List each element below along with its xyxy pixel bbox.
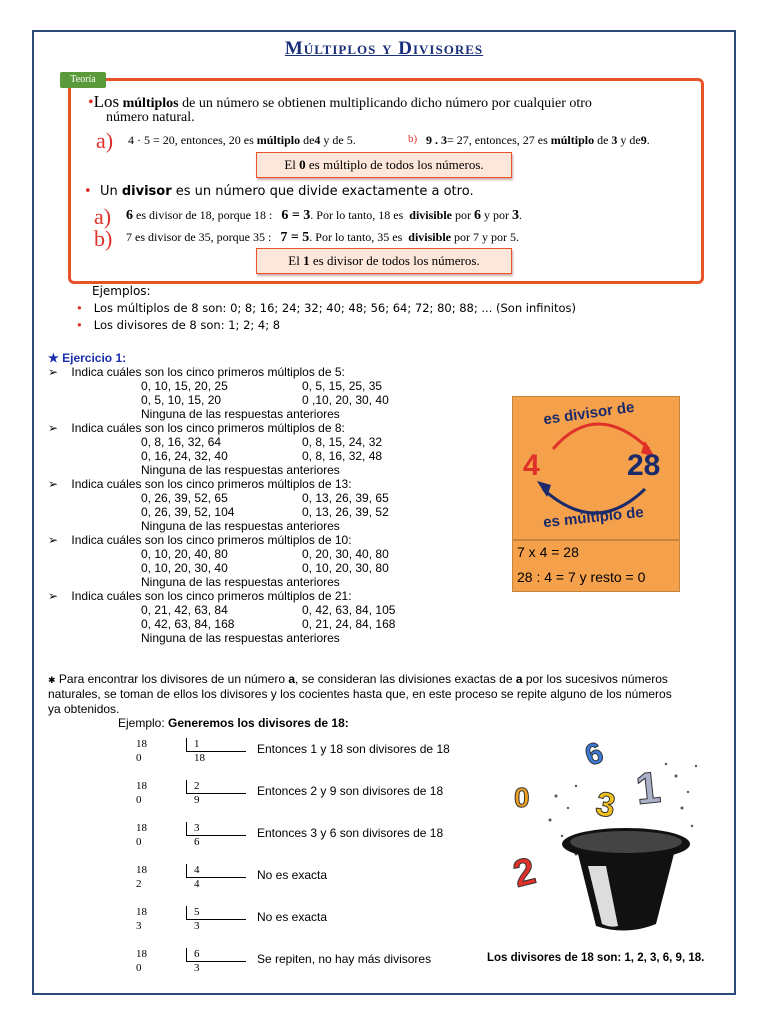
exercise-title: ★ Ejercicio 1: xyxy=(48,351,127,365)
illustration-bottom-label: es múltiplo de xyxy=(542,503,645,532)
hat-digit: 3 xyxy=(592,784,619,826)
division-remainder: 3 xyxy=(136,920,142,932)
method-text-line2: naturales, se toman de ellos los divisores y los cocientes hasta que, en este proceso se repite alguno de los números xyxy=(48,687,672,701)
illustration-eq2: 28 : 4 = 7 y resto = 0 xyxy=(517,569,646,585)
option-5[interactable]: Ninguna de las respuestas anteriores xyxy=(141,407,340,421)
division-remainder: 0 xyxy=(136,962,142,974)
division-dividend: 18 xyxy=(136,948,147,960)
option-4[interactable]: 0, 10, 20, 30, 80 xyxy=(302,561,389,575)
example-a-text: 4 · 5 = 20, entonces, 20 es múltiplo de4 y de 5. xyxy=(128,133,356,147)
option-3[interactable]: 0, 16, 24, 32, 40 xyxy=(141,449,228,463)
division-remainder: 0 xyxy=(136,752,142,764)
illustration-number-right: 28 xyxy=(627,449,661,482)
illustration-number-left: 4 xyxy=(523,449,540,482)
divisors-conclusion: Los divisores de 18 son: 1, 2, 3, 6, 9, 18. xyxy=(487,952,705,964)
division-dividend: 18 xyxy=(136,822,147,834)
divisor-b-text: 7 es divisor de 35, porque 35 : 7 = 5. Por lo tanto, 35 es divisible por 7 y por 5. xyxy=(126,230,519,245)
option-2[interactable]: 0, 13, 26, 39, 65 xyxy=(302,491,389,505)
illustration-eq1: 7 x 4 = 28 xyxy=(517,544,579,560)
option-1[interactable]: 0, 10, 15, 20, 25 xyxy=(141,379,228,393)
division-dividend: 18 xyxy=(136,906,147,918)
option-3[interactable]: 0, 42, 63, 84, 168 xyxy=(141,617,235,631)
division-bracket xyxy=(186,780,187,794)
option-4[interactable]: 0, 21, 24, 84, 168 xyxy=(302,617,396,631)
question: ➢ Indica cuáles son los cinco primeros múltiplos de 5: xyxy=(48,365,345,379)
multiples-definition-cont: número natural. xyxy=(106,110,195,125)
hat-digit: 0 xyxy=(514,782,530,813)
hat-digit: 6 xyxy=(580,736,608,773)
division-dividend: 18 xyxy=(136,780,147,792)
option-3[interactable]: 0, 5, 10, 15, 20 xyxy=(141,393,222,407)
division-dividend: 18 xyxy=(136,864,147,876)
division-note: Se repiten, no hay más divisores xyxy=(257,952,432,966)
division-divisor: 3 xyxy=(194,822,200,834)
division-bracket xyxy=(186,948,187,962)
method-text-line3: ya obtenidos. xyxy=(48,702,120,716)
division-remainder: 2 xyxy=(136,878,142,890)
question: ➢ Indica cuáles son los cinco primeros múltiplos de 10: xyxy=(48,533,352,547)
division-note: No es exacta xyxy=(257,868,328,882)
option-2[interactable]: 0, 20, 30, 40, 80 xyxy=(302,547,389,561)
page-title: Múltiplos y Divisores xyxy=(284,38,484,59)
question: ➢ Indica cuáles son los cinco primeros múltiplos de 21: xyxy=(48,589,352,603)
division-bracket xyxy=(186,822,187,836)
division-note: Entonces 1 y 18 son divisores de 18 xyxy=(257,742,450,756)
division-divisor: 2 xyxy=(194,780,200,792)
examples-item-divisors: • Los divisores de 8 son: 1; 2; 4; 8 xyxy=(76,318,281,332)
example-a-label: a) xyxy=(96,128,114,153)
division-quotient: 18 xyxy=(194,752,205,764)
division-bracket xyxy=(186,738,187,752)
division-quotient: 4 xyxy=(194,878,200,890)
question: ➢ Indica cuáles son los cinco primeros múltiplos de 13: xyxy=(48,477,352,491)
option-1[interactable]: 0, 8, 16, 32, 64 xyxy=(141,435,222,449)
question: ➢ Indica cuáles son los cinco primeros múltiplos de 8: xyxy=(48,421,345,435)
option-5[interactable]: Ninguna de las respuestas anteriores xyxy=(141,463,340,477)
division-bracket xyxy=(186,906,187,920)
method-text-line1: ✱ Para encontrar los divisores de un número a, se consideran las divisiones exactas de a por los sucesivos números xyxy=(48,672,668,686)
division-dividend: 18 xyxy=(136,738,147,750)
example-b-label: b) xyxy=(408,133,418,145)
magic-hat-illustration xyxy=(506,736,716,936)
option-1[interactable]: 0, 10, 20, 40, 80 xyxy=(141,547,228,561)
division-bracket xyxy=(186,864,187,878)
option-5[interactable]: Ninguna de las respuestas anteriores xyxy=(141,575,340,589)
division-quotient: 9 xyxy=(194,794,200,806)
divisor-a-text: 6 es divisor de 18, porque 18 : 6 = 3. Por lo tanto, 18 es divisible por 6 y por 3. xyxy=(126,208,522,223)
multiples-definition: •Los múltiplos de un número se obtienen multiplicando dicho número por cualquier otro xyxy=(88,92,592,111)
examples-item-multiples: • Los múltiplos de 8 son: 0; 8; 16; 24; 32; 40; 48; 56; 64; 72; 80; 88; ... (Son infinitos) xyxy=(76,301,577,315)
division-divisor: 6 xyxy=(194,948,200,960)
divisor-multiple-illustration xyxy=(512,396,680,540)
one-divisor-note: El 1 es divisor de todos los números. xyxy=(256,248,512,274)
hat-digit: 2 xyxy=(509,850,540,896)
method-example-heading: Ejemplo: Generemos los divisores de 18: xyxy=(118,716,349,730)
option-4[interactable]: 0, 8, 16, 32, 48 xyxy=(302,449,383,463)
option-4[interactable]: 0, 13, 26, 39, 52 xyxy=(302,505,389,519)
option-3[interactable]: 0, 26, 39, 52, 104 xyxy=(141,505,235,519)
division-note: Entonces 2 y 9 son divisores de 18 xyxy=(257,784,444,798)
division-remainder: 0 xyxy=(136,836,142,848)
division-note: No es exacta xyxy=(257,910,328,924)
option-1[interactable]: 0, 21, 42, 63, 84 xyxy=(141,603,228,617)
option-2[interactable]: 0, 42, 63, 84, 105 xyxy=(302,603,396,617)
division-note: Entonces 3 y 6 son divisores de 18 xyxy=(257,826,444,840)
divisor-definition: • Un divisor es un número que divide exactamente a otro. xyxy=(84,184,474,199)
option-5[interactable]: Ninguna de las respuestas anteriores xyxy=(141,519,340,533)
divisor-a-label: a) xyxy=(94,204,112,229)
option-5[interactable]: Ninguna de las respuestas anteriores xyxy=(141,631,340,645)
examples-header: Ejemplos: xyxy=(92,284,151,298)
option-4[interactable]: 0 ,10, 20, 30, 40 xyxy=(302,393,389,407)
option-2[interactable]: 0, 8, 15, 24, 32 xyxy=(302,435,383,449)
option-2[interactable]: 0, 5, 15, 25, 35 xyxy=(302,379,383,393)
division-divisor: 5 xyxy=(194,906,200,918)
zero-multiple-note: El 0 es múltiplo de todos los números. xyxy=(256,152,512,178)
hat-digit: 1 xyxy=(633,762,663,815)
division-divisor: 4 xyxy=(194,864,200,876)
division-remainder: 0 xyxy=(136,794,142,806)
division-quotient: 6 xyxy=(194,836,200,848)
division-divisor: 1 xyxy=(194,738,200,750)
theory-tab: Teoría xyxy=(60,72,106,88)
illustration-top-label: es divisor de xyxy=(542,398,636,429)
example-b-text: 9 . 3= 27, entonces, 27 es múltiplo de 3 y de9. xyxy=(426,133,650,147)
illustration-equations xyxy=(512,540,680,592)
divisor-b-label: b) xyxy=(94,226,113,251)
division-quotient: 3 xyxy=(194,920,200,932)
option-3[interactable]: 0, 10, 20, 30, 40 xyxy=(141,561,228,575)
division-quotient: 3 xyxy=(194,962,200,974)
option-1[interactable]: 0, 26, 39, 52, 65 xyxy=(141,491,228,505)
